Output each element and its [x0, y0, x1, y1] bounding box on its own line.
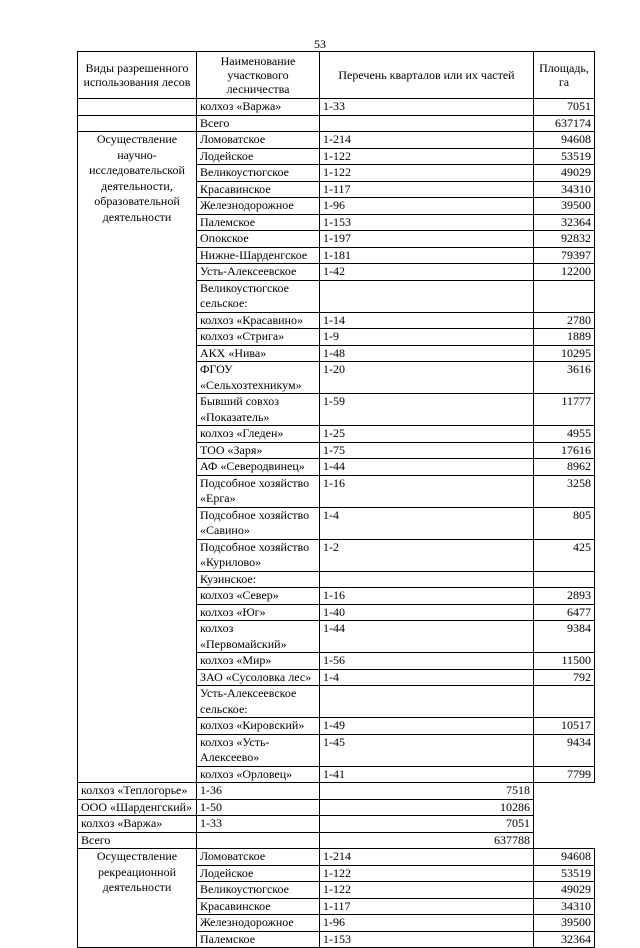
cell-forestry: Палемское — [197, 931, 320, 948]
cell-forestry: Подсобное хозяйство «Ерга» — [197, 475, 320, 507]
cell-forestry: колхоз «Север» — [197, 588, 320, 605]
cell-use: Осуществление рекреационной деятельности — [78, 849, 197, 948]
cell-quarters: 1-96 — [320, 198, 534, 215]
page-number: 53 — [314, 37, 326, 51]
cell-quarters: 1-16 — [320, 475, 534, 507]
cell-area: 2780 — [534, 312, 595, 329]
cell-area: 9434 — [534, 734, 595, 766]
cell-quarters — [320, 686, 534, 718]
cell-forestry: колхоз «Первомайский» — [197, 621, 320, 653]
cell-area: 7799 — [534, 766, 595, 783]
cell-forestry: колхоз «Варжа» — [78, 816, 197, 833]
cell-area: 79397 — [534, 247, 595, 264]
cell-quarters: 1-153 — [320, 214, 534, 231]
cell-area: 17616 — [534, 442, 595, 459]
table-row — [78, 849, 595, 866]
cell-forestry: колхоз «Кировский» — [197, 718, 320, 735]
cell-area: 805 — [534, 507, 595, 539]
table-header-row — [78, 52, 595, 99]
cell-forestry: Подсобное хозяйство «Курилово» — [197, 539, 320, 571]
cell-forestry: ЗАО «Сусоловка лес» — [197, 669, 320, 686]
cell-area: 10295 — [534, 345, 595, 362]
cell-quarters: 1-122 — [320, 882, 534, 899]
cell-area: 92832 — [534, 231, 595, 248]
cell-area: 8962 — [534, 459, 595, 476]
cell-forestry: Нижне-Шарденгское — [197, 247, 320, 264]
cell-area: 9384 — [534, 621, 595, 653]
cell-forestry: Великоустюгское — [197, 882, 320, 899]
table-row — [78, 816, 595, 833]
cell-area: 12200 — [534, 264, 595, 281]
cell-forestry: Красавинское — [197, 181, 320, 198]
cell-area: 11500 — [534, 653, 595, 670]
cell-quarters: 1-214 — [320, 132, 534, 149]
cell-area: 425 — [534, 539, 595, 571]
cell-quarters: 1-96 — [320, 915, 534, 932]
cell-quarters: 1-4 — [320, 669, 534, 686]
cell-quarters: 1-45 — [320, 734, 534, 766]
cell-forestry: Опокское — [197, 231, 320, 248]
cell-area: 3616 — [534, 362, 595, 394]
cell-quarters: 1-75 — [320, 442, 534, 459]
cell-forestry: колхоз «Мир» — [197, 653, 320, 670]
cell-use: Осуществление научно-исследовательской деятельности, образовательной деятельности — [78, 132, 197, 783]
cell-use — [78, 99, 197, 116]
cell-quarters — [320, 280, 534, 312]
cell-area: 3258 — [534, 475, 595, 507]
cell-forestry: Красавинское — [197, 898, 320, 915]
cell-quarters: 1-20 — [320, 362, 534, 394]
cell-area: 7051 — [320, 816, 534, 833]
cell-area: 7518 — [320, 783, 534, 800]
cell-area: 10517 — [534, 718, 595, 735]
cell-forestry: Лодейское — [197, 148, 320, 165]
cell-quarters: 1-153 — [320, 931, 534, 948]
cell-quarters: 1-49 — [320, 718, 534, 735]
cell-forestry: колхоз «Красавино» — [197, 312, 320, 329]
cell-use — [78, 115, 197, 132]
header-area: Площадь, га — [534, 52, 595, 99]
cell-forestry: Усть-Алексеевское — [197, 264, 320, 281]
table-row — [78, 832, 595, 849]
cell-area: 1889 — [534, 329, 595, 346]
cell-area: 10286 — [320, 799, 534, 816]
cell-quarters: 1-33 — [320, 99, 534, 116]
cell-area: 39500 — [534, 915, 595, 932]
cell-quarters: 1-56 — [320, 653, 534, 670]
cell-quarters: 1-214 — [320, 849, 534, 866]
cell-area: 49029 — [534, 165, 595, 182]
cell-area — [534, 571, 595, 588]
header-use: Виды разрешенного использования лесов — [78, 52, 197, 99]
cell-area: 6477 — [534, 604, 595, 621]
cell-quarters — [197, 832, 320, 849]
forest-use-table — [77, 51, 595, 948]
cell-quarters: 1-14 — [320, 312, 534, 329]
header-quarters: Перечень кварталов или их частей — [320, 52, 534, 99]
cell-quarters: 1-122 — [320, 148, 534, 165]
cell-forestry: Железнодорожное — [197, 915, 320, 932]
cell-forestry: Всего — [197, 115, 320, 132]
cell-area: 39500 — [534, 198, 595, 215]
table-row — [78, 115, 595, 132]
cell-forestry: Великоустюгское сельское: — [197, 280, 320, 312]
cell-forestry: АКХ «Нива» — [197, 345, 320, 362]
cell-forestry: Железнодорожное — [197, 198, 320, 215]
cell-area: 34310 — [534, 898, 595, 915]
cell-area: 49029 — [534, 882, 595, 899]
cell-area: 32364 — [534, 931, 595, 948]
cell-quarters: 1-25 — [320, 426, 534, 443]
cell-area — [534, 280, 595, 312]
cell-quarters: 1-44 — [320, 459, 534, 476]
cell-quarters: 1-181 — [320, 247, 534, 264]
cell-area: 11777 — [534, 394, 595, 426]
cell-forestry: колхоз «Теплогорье» — [78, 783, 197, 800]
cell-quarters: 1-42 — [320, 264, 534, 281]
cell-quarters: 1-122 — [320, 865, 534, 882]
cell-forestry: АФ «Северодвинец» — [197, 459, 320, 476]
cell-quarters: 1-117 — [320, 898, 534, 915]
cell-forestry: ФГОУ «Сельхозтехникум» — [197, 362, 320, 394]
cell-area: 7051 — [534, 99, 595, 116]
cell-quarters: 1-59 — [320, 394, 534, 426]
cell-forestry: Великоустюгское — [197, 165, 320, 182]
cell-forestry: колхоз «Орловец» — [197, 766, 320, 783]
table-row — [78, 132, 595, 149]
cell-quarters: 1-50 — [197, 799, 320, 816]
cell-quarters: 1-44 — [320, 621, 534, 653]
cell-quarters: 1-48 — [320, 345, 534, 362]
cell-area: 53519 — [534, 148, 595, 165]
cell-forestry: Подсобное хозяйство «Савино» — [197, 507, 320, 539]
cell-area: 792 — [534, 669, 595, 686]
cell-quarters: 1-41 — [320, 766, 534, 783]
cell-forestry: Лодейское — [197, 865, 320, 882]
table-row — [78, 99, 595, 116]
cell-quarters: 1-33 — [197, 816, 320, 833]
cell-area: 4955 — [534, 426, 595, 443]
cell-quarters — [320, 571, 534, 588]
cell-area: 53519 — [534, 865, 595, 882]
cell-forestry: Ломоватское — [197, 132, 320, 149]
cell-forestry: Кузинское: — [197, 571, 320, 588]
cell-forestry: Бывший совхоз «Показатель» — [197, 394, 320, 426]
cell-quarters: 1-117 — [320, 181, 534, 198]
cell-forestry: Ломоватское — [197, 849, 320, 866]
header-forestry: Наименование участкового лесничества — [197, 52, 320, 99]
cell-area: 34310 — [534, 181, 595, 198]
cell-quarters: 1-197 — [320, 231, 534, 248]
cell-quarters: 1-16 — [320, 588, 534, 605]
table-row — [78, 799, 595, 816]
cell-forestry: колхоз «Юг» — [197, 604, 320, 621]
cell-area: 637174 — [534, 115, 595, 132]
cell-area: 637788 — [320, 832, 534, 849]
cell-forestry: Всего — [78, 832, 197, 849]
cell-forestry: ТОО «Заря» — [197, 442, 320, 459]
cell-quarters: 1-4 — [320, 507, 534, 539]
table-row — [78, 783, 595, 800]
cell-quarters: 1-122 — [320, 165, 534, 182]
cell-area — [534, 686, 595, 718]
table-body — [78, 99, 595, 948]
cell-forestry: Усть-Алексеевское сельское: — [197, 686, 320, 718]
cell-forestry: колхоз «Усть-Алексеево» — [197, 734, 320, 766]
cell-quarters: 1-2 — [320, 539, 534, 571]
cell-forestry: колхоз «Варжа» — [197, 99, 320, 116]
cell-area: 94608 — [534, 132, 595, 149]
cell-forestry: колхоз «Стрига» — [197, 329, 320, 346]
cell-forestry: ООО «Шарденгский» — [78, 799, 197, 816]
cell-quarters: 1-9 — [320, 329, 534, 346]
cell-area: 2893 — [534, 588, 595, 605]
cell-forestry: колхоз «Гледен» — [197, 426, 320, 443]
cell-quarters: 1-40 — [320, 604, 534, 621]
cell-area: 32364 — [534, 214, 595, 231]
cell-area: 94608 — [534, 849, 595, 866]
cell-forestry: Палемское — [197, 214, 320, 231]
cell-quarters: 1-36 — [197, 783, 320, 800]
cell-quarters — [320, 115, 534, 132]
